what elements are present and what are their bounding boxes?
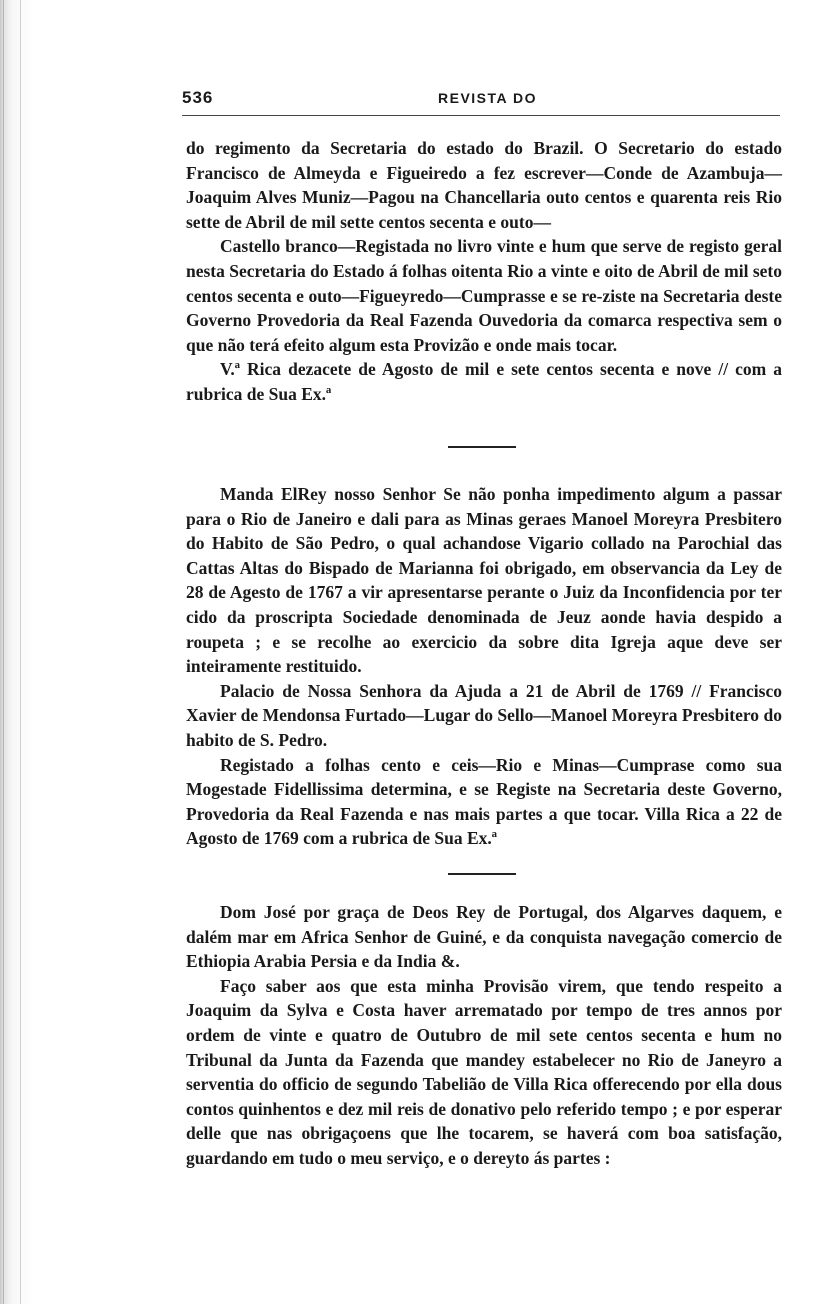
section-separator: [448, 873, 516, 875]
paragraph: Manda ElRey nosso Senhor Se não ponha impedimento algum a passar para o Rio de Janeiro e dali para as Minas geraes Manoel Moreyra Presbitero do Habito de São Pedro, o qual achandose Vigario collado na Parochial das Cattas Altas do Bispado de Marianna foi obrigado, em observancia da Ley de 28 de Agesto de 1767 a vir apresentarse perante o Juiz da Inconfidencia por ter cido da proscripta Sociedade denominada de Jeuz aonde havia despido a roupeta ; e se recolhe ao exercicio da sobre dita Igreja aque deve ser inteiramente restituido.: [186, 484, 782, 677]
page-edge-shadow: [0, 0, 34, 1304]
header-rule: [182, 115, 780, 116]
section-separator: [448, 446, 516, 448]
section-regimento: [186, 136, 782, 407]
paragraph: do regimento da Secretaria do estado do Brazil. O Secretario do estado Francisco de Almeyda e Figueiredo a fez escrever—Conde de Azambuja—Joaquim Alves Muniz—Pagou na Chancellaria outo centos e quarenta reis Rio sette de Abril de mil sette centos secenta e outo—: [186, 138, 782, 232]
page-number: 536: [182, 88, 214, 107]
section-manda-elrey: [186, 482, 782, 851]
page-header: [182, 86, 780, 114]
paragraph: Registado a folhas cento e ceis—Rio e Minas—Cumprase como sua Mogestade Fidellissima determina, e se Registe na Secretaria deste Governo, Provedoria da Real Fazenda e nas mais partes a que tocar. Villa Rica a 22 de Agosto de 1769 com a rubrica de Sua Ex.ª: [186, 754, 782, 849]
paragraph: Faço saber aos que esta minha Provisão virem, que tendo respeito a Joaquim da Sylva e Costa haver arrematado por tempo de tres annos por ordem de vinte e quatro de Outubro de mil sete centos secenta e hum no Tribunal da Junta da Fazenda que mandey estabelecer no Rio de Janeyro a serventia do officio de segundo Tabelião de Villa Rica offerecendo por ella dous contos quinhentos e dez mil reis de donativo pelo referido tempo ; e por esperar delle que nas obrigaçoens que lhe tocarem, se haverá com boa satisfação, guardando em tudo o meu serviço, e o dereyto ás partes :: [186, 975, 782, 1168]
binding-line: [3, 0, 4, 1304]
running-head: REVISTA DO: [438, 90, 538, 106]
binding-line: [20, 0, 21, 1304]
paragraph: Dom José por graça de Deos Rey de Portugal, dos Algarves daquem, e dalém mar em Africa Senhor de Guiné, e da conquista navegação comercio de Ethiopia Arabia Persia e da India &.: [186, 902, 782, 972]
paragraph: V.ª Rica dezacete de Agosto de mil e sete centos secenta e nove // com a rubrica de Sua Ex.ª: [186, 359, 782, 404]
paragraph: Palacio de Nossa Senhora da Ajuda a 21 de Abril de 1769 // Francisco Xavier de Mendonsa Furtado—Lugar do Sello—Manoel Moreyra Presbitero do habito de S. Pedro.: [186, 680, 782, 750]
paragraph: Castello branco—Registada no livro vinte e hum que serve de registo geral nesta Secretaria do Estado á folhas oitenta Rio a vinte e oito de Abril de mil seto centos secenta e outo—Figueyredo—Cumprasse e se re-ziste na Secretaria deste Governo Provedoria da Real Fazenda Ouvedoria da comarca respectiva sem o que não terá efeito algum esta Provizão e onde mais tocar.: [186, 236, 782, 355]
section-dom-jose: [186, 900, 782, 1171]
